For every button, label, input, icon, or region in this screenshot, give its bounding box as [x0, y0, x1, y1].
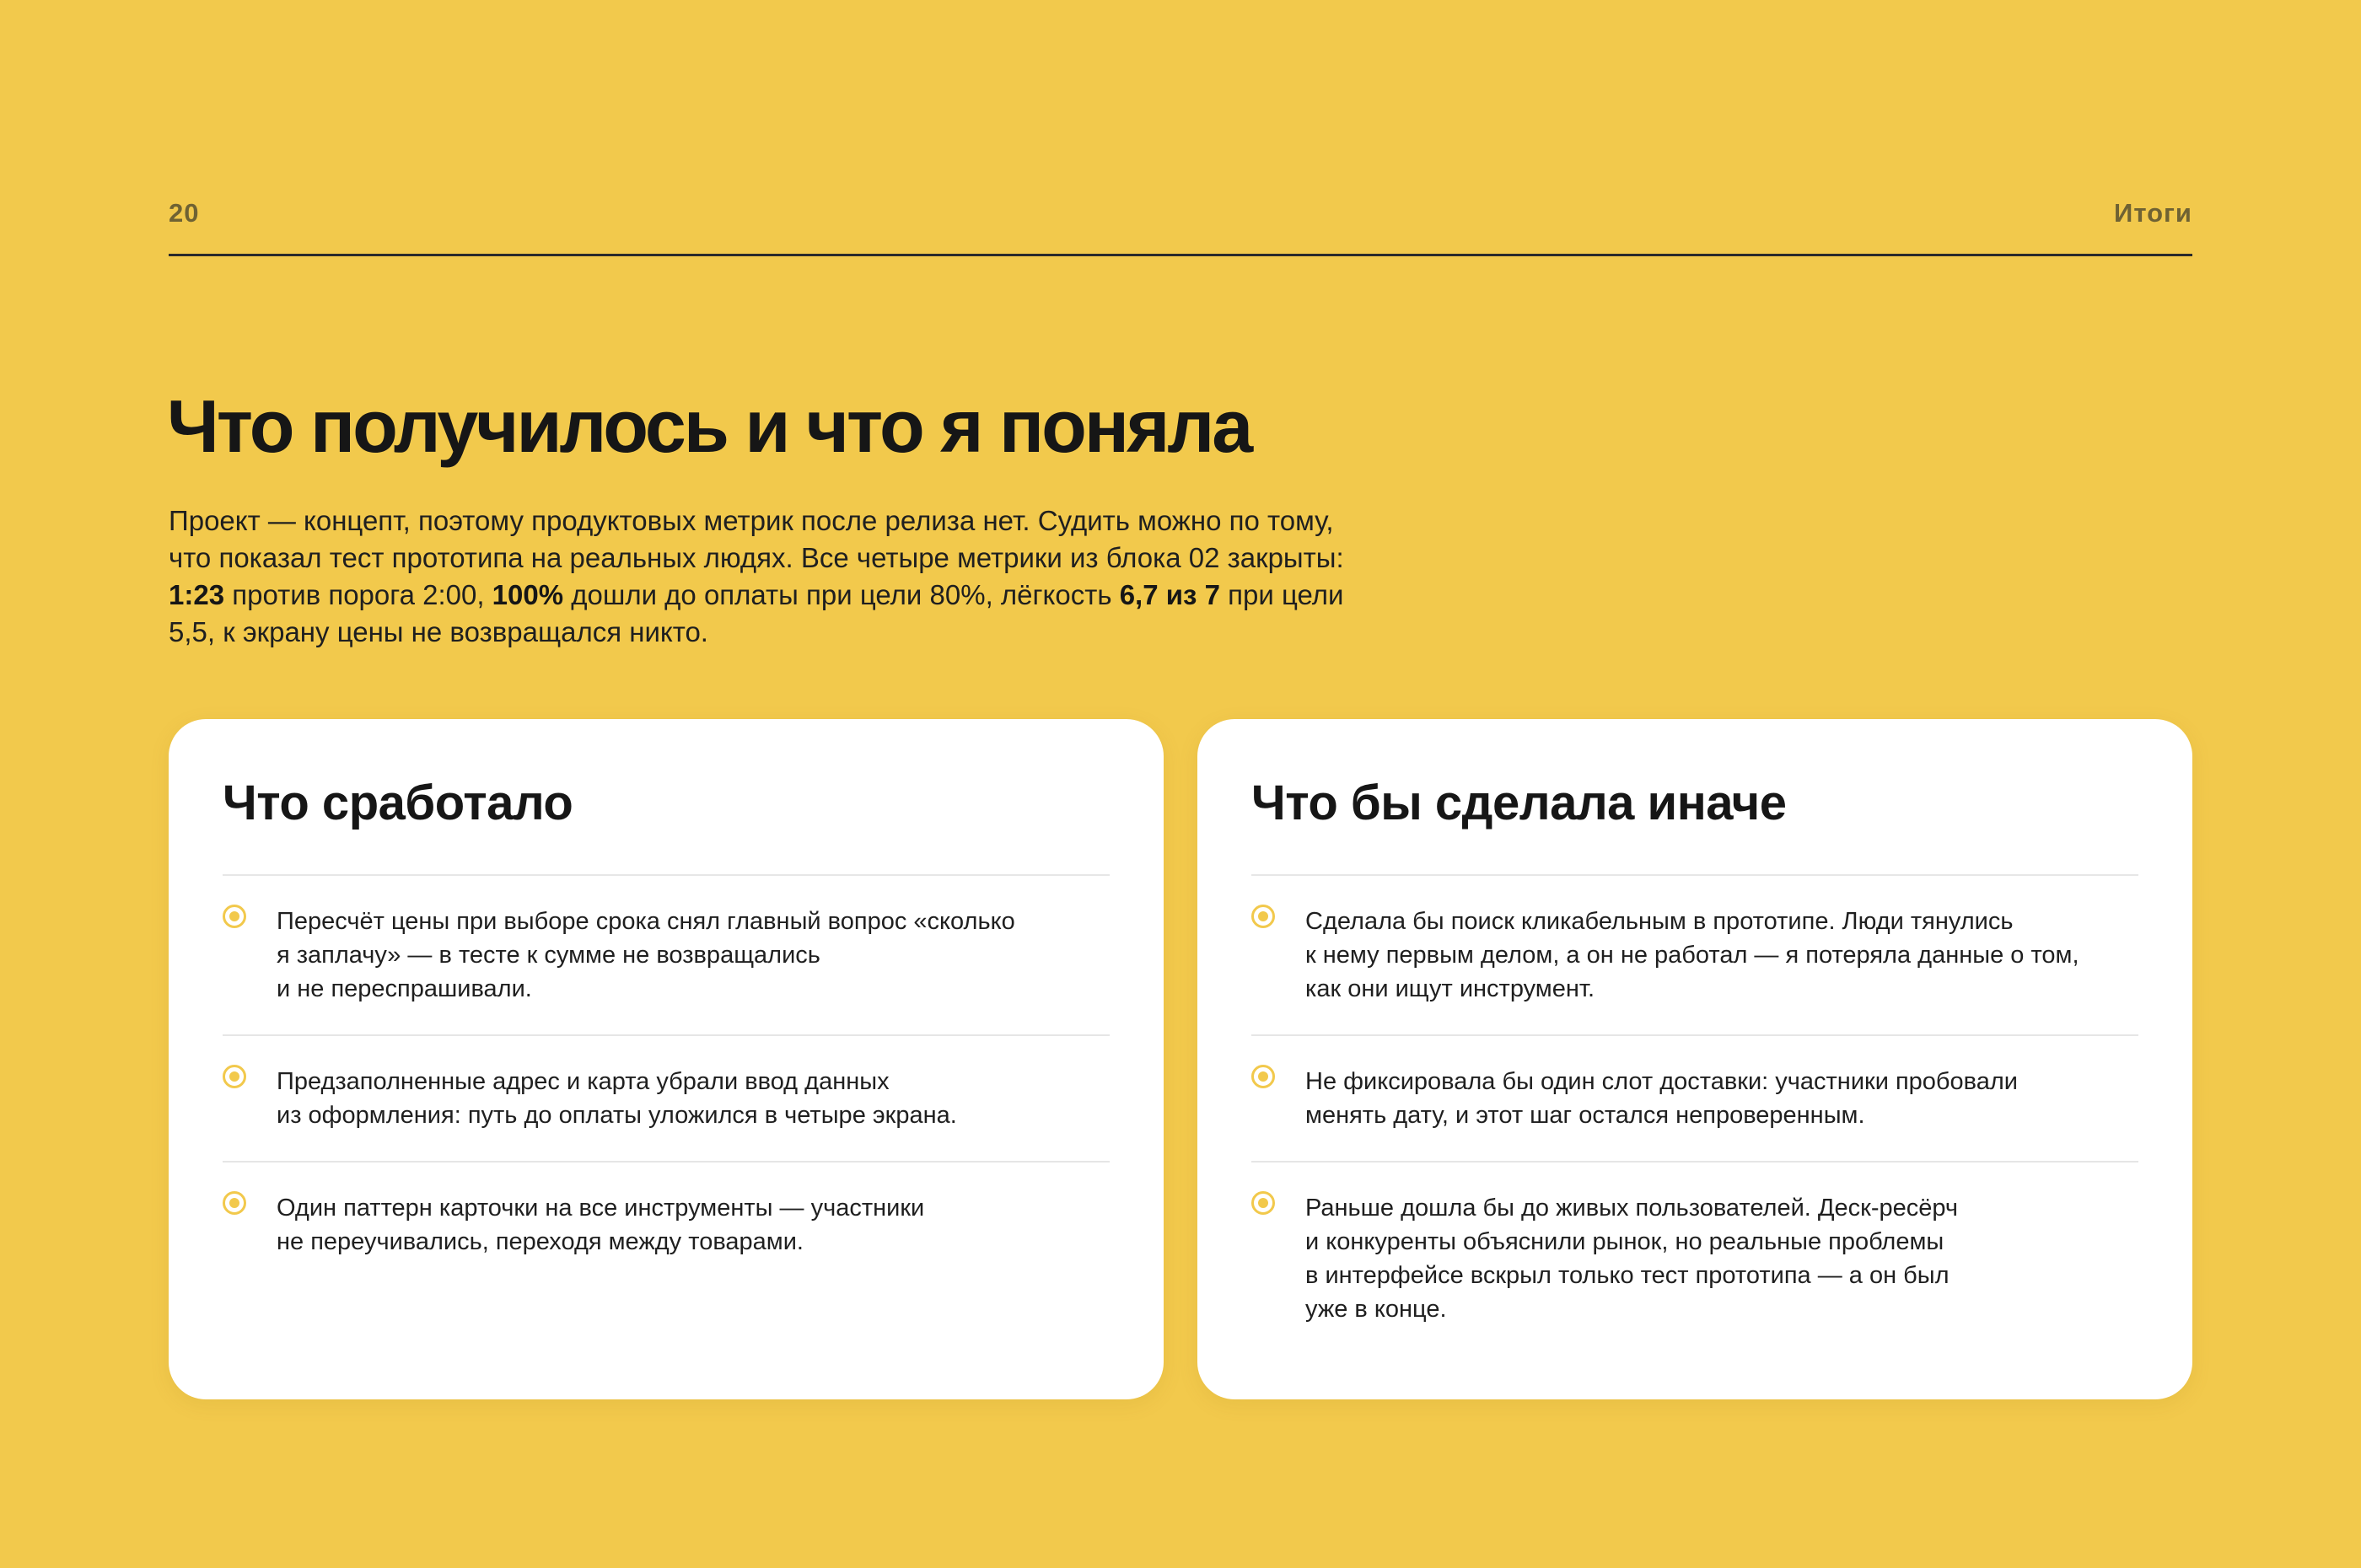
radio-dot-icon [223, 905, 246, 928]
list-item-text: Не фиксировала бы один слот доставки: участники пробовали менять дату, и этот шаг остался непроверенным. [1305, 1068, 2018, 1129]
card-what-worked [169, 719, 1164, 1399]
metric-ease: 6,7 из 7 [1119, 579, 1220, 610]
list-item-text: Один паттерн карточки на все инструменты — участники не переучивались, переходя между товарами. [277, 1195, 925, 1255]
list-item-text: Предзаполненные адрес и карта убрали ввод данных из оформления: путь до оплаты уложился в четыре экрана. [277, 1068, 957, 1129]
radio-dot-icon [1251, 905, 1275, 928]
card-title: Что бы сделала иначе [1251, 776, 1787, 830]
list-item [1251, 1163, 2138, 1355]
list-item-text: Сделала бы поиск кликабельным в прототипе. Люди тянулись к нему первым делом, а он не работал — я потеряла данные о том, как они ищут инструмент. [1305, 908, 2079, 1002]
list-item [1251, 1036, 2138, 1163]
intro-text: Проект — концепт, поэтому продуктовых метрик после релиза нет. Судить можно по тому, что показал тест прототипа на реальных людях. Все четыре метрики из блока 02 закрыты: [169, 505, 1344, 573]
intro-text: дошли до оплаты при цели 80%, лёгкость [563, 579, 1120, 610]
item-list [1251, 876, 2138, 1355]
card-title: Что сработало [223, 776, 573, 830]
page-title: Что получилось и что я поняла [167, 384, 1251, 468]
intro-paragraph [169, 502, 1349, 651]
radio-dot-icon [1251, 1065, 1275, 1088]
radio-dot-icon [1251, 1191, 1275, 1215]
card-do-differently [1197, 719, 2192, 1399]
list-item [223, 1036, 1110, 1163]
metric-conversion: 100% [492, 579, 564, 610]
list-item [223, 1163, 1110, 1287]
page-number: 20 [169, 198, 200, 228]
page-header [169, 198, 2192, 256]
list-item [223, 876, 1110, 1036]
intro-text: при цели 5,5, к экрану цены не возвращался никто. [169, 579, 1344, 647]
section-name: Итоги [2114, 198, 2192, 228]
list-item-text: Раньше дошла бы до живых пользователей. Деск-ресёрч и конкуренты объяснили рынок, но реальные проблемы в интерфейсе вскрыл только тест прототипа — а он был уже в конце. [1305, 1195, 1959, 1323]
radio-dot-icon [223, 1191, 246, 1215]
radio-dot-icon [223, 1065, 246, 1088]
item-list [223, 876, 1110, 1287]
metric-time: 1:23 [169, 579, 225, 610]
list-item-text: Пересчёт цены при выборе срока снял главный вопрос «сколько я заплачу» — в тесте к сумме не возвращались и не переспрашивали. [277, 908, 1015, 1002]
intro-text: против порога 2:00, [224, 579, 492, 610]
list-item [1251, 876, 2138, 1036]
